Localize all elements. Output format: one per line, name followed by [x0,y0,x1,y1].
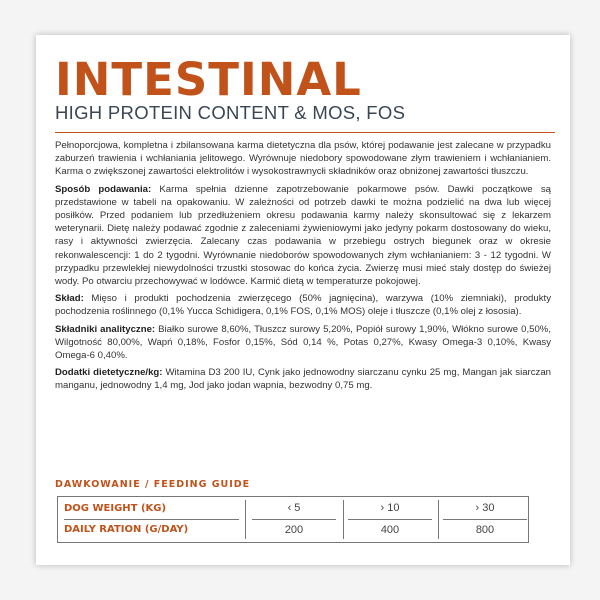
additives-paragraph [55,366,551,392]
intro-paragraph: Pełnoporcjowa, kompletna i zbilansowana karma dietetyczna dla psów, której podawanie jest zalecane w przypadku zaburzeń trawienia i wchłaniania jelitowego. Wyrównuje niedobory spowodowane złym trawieniem i wchłanianiem. Karma o zwiększonej zawartości elektrolitów i wysokostrawnycłi składników oraz obniżonej zawartości tłuszczu. [55,140,551,178]
feeding-text: Karma spełnia dzienne zapotrzebowanie pokarmowe psów. Dawki początkowe są przedstawione w tabeli na opakowaniu. W zależności od potrzeb dawki te można podzielić na dwa lub więcej posiłków. Przed podaniem lub przedłużeniem okresu podawania karmy należy skonsultować się z lekarzem weterynarii. Dietę należy podawać zgodnie z zaleceniami żywieniowymi jako jedyny pokarm dostosowany do wieku, rasy i aktywności zwierzęcia. Zalecany czas podawania w przebiegu ostrych biegunek oraz w okresie rekonwalescencji: 1 do 2 tygodni. Wyrównanie niedoborów spowodowanych złym wchłanianiem: 3 - 12 tygodni. W przypadku przewlekłej niewydolności trzustki stosowac do końca życia. Zwierzę musi mieć stały dostęp do świeżej wody. Po otwarciu przechowywać w lodówce. Karmić dietą w temperaturze pokojowej. [55,183,551,288]
column-divider [438,500,439,539]
ration-cell: 800 [475,524,495,536]
row-divider [252,519,336,520]
analytical-paragraph [55,323,551,363]
feeding-paragraph [55,183,551,289]
feeding-guide-title: DAWKOWANIE / FEEDING GUIDE [55,479,251,490]
weight-cell: › 10 [380,502,400,514]
composition-text: Mięso i produkti pochodzenia zwierzęcego (50% jagnięcina), warzywa (10% ziemniaki), produkty pochodzenia roślinnego (0,1% Yucca Schidigera, 0,1% FOS, 0,1% MOS) oleje i tłuszcze (0,1% olej z łososia). [55,293,551,318]
row-label-ration: DAILY RATION (G/DAY) [64,524,189,535]
row-label-weight: DOG WEIGHT (KG) [64,503,167,514]
weight-cell: ‹ 5 [287,502,301,514]
additives-text: Witamina D3 200 IU, Cynk jako jednowodny siarczanu cynku 25 mg, Mangan jak siarczan manganu, jednowodny 1,4 mg, Jod jako jodan wapnia, bezwodny 0,75 mg. [55,367,551,392]
feeding-guide-table [57,496,529,543]
ration-cell: 200 [284,524,304,536]
column-divider [245,500,246,539]
product-label-card [36,35,570,565]
description-body [55,139,551,397]
feeding-label: Sposób podawania: [55,183,152,195]
row-divider [443,519,527,520]
ration-cell: 400 [380,524,400,536]
row-divider [64,519,239,520]
composition-paragraph [55,292,551,318]
product-subtitle: HIGH PROTEIN CONTENT & MOS, FOS [55,102,406,123]
analytical-text: Białko surowe 8,60%, Tłuszcz surowy 5,20%, Popiół surowy 1,90%, Włókno surowe 0,50%, Wilgotność 80,00%, Wapń 0,18%, Fosfor 0,15%, Sód 0,14 %, Potas 0,27%, Kwasy Omega-3 0,10%, Kwasy Omega-6 0,40%. [55,323,551,362]
composition-label: Skład: [55,293,84,305]
product-title: INTESTINAL [55,53,362,106]
weight-cell: › 30 [475,502,495,514]
divider [55,132,555,133]
column-divider [343,500,344,539]
row-divider [348,519,432,520]
additives-label: Dodatki dietetyczne/kg: [55,367,163,379]
analytical-label: Składniki analityczne: [55,323,156,335]
